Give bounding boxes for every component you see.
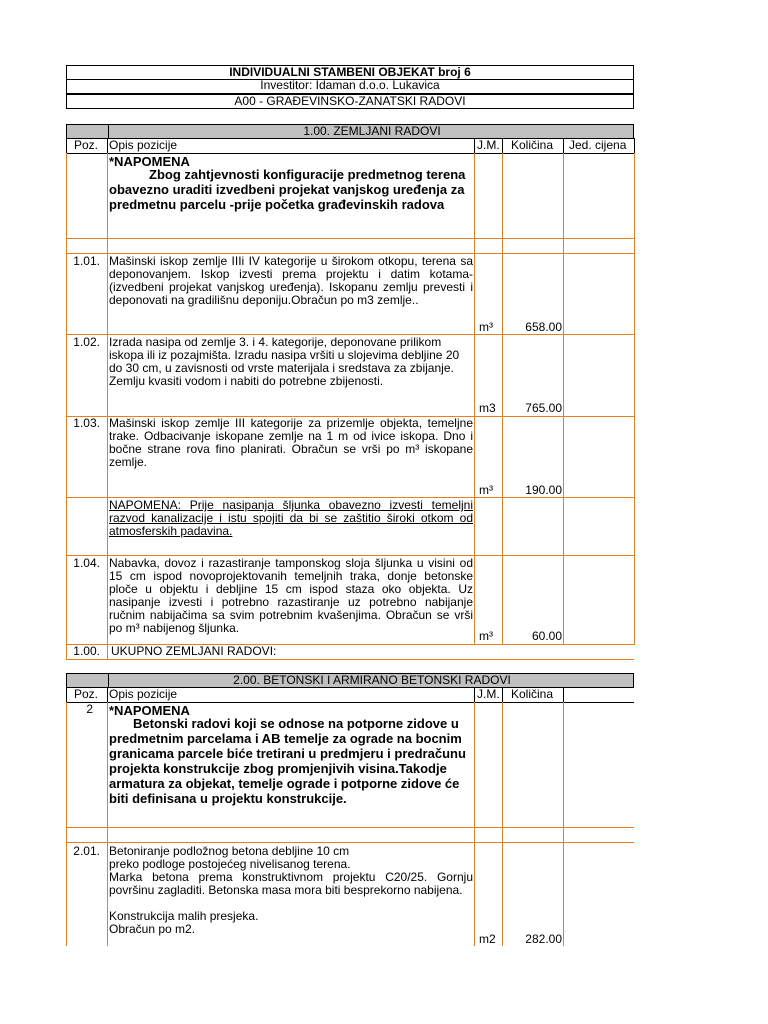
item-1-03-qty: 190.00 xyxy=(525,483,562,497)
section-2-note-pos: 2 xyxy=(86,702,93,716)
section-1-note-2: NAPOMENA: Prije nasipanja šljunka obavezno izvesti temeljni razvod kanalizacije i istu spojiti da bi se zaštitio široki otkom od atmosferskih padavina. xyxy=(109,498,473,538)
column-qty-header: Količina xyxy=(511,138,554,152)
section-1-title: 1.00. ZEMLJANI RADOVI xyxy=(303,124,441,138)
item-1-02-pos: 1.02. xyxy=(73,335,100,349)
column-desc-header: Opis pozicije xyxy=(109,138,178,152)
section-2-title: 2.00. BETONSKI I ARMIRANO BETONSKI RADOVI xyxy=(233,673,511,687)
item-1-04-unit: m³ xyxy=(479,629,493,643)
item-2-01-line-4: Konstrukcija malih presjeka. xyxy=(109,909,259,923)
column-pos-header: Poz. xyxy=(74,138,99,152)
section-1-total-label: UKUPNO ZEMLJANI RADOVI: xyxy=(111,644,277,658)
item-1-02-desc: Izrada nasipa od zemlje 3. i 4. kategorije, deponovane prilikom iskopa ili iz pozajmišta. Izradu nasipa vršiti u slojevima debljine 20 do 30 cm, u zavisnosti od vrste materijala i sredstava za zbijanje. Zemlju kvasiti vodom i nabiti do potrebne zbijenosti. xyxy=(109,335,460,388)
item-1-01-unit: m³ xyxy=(479,320,493,334)
item-1-01-pos: 1.01. xyxy=(73,254,100,268)
item-1-03-pos: 1.03. xyxy=(73,416,100,430)
item-1-02-qty: 765.00 xyxy=(525,401,562,415)
section-2-title-bar xyxy=(66,673,634,688)
item-2-01-pos: 2.01. xyxy=(73,844,100,858)
document-title: INDIVIDUALNI STAMBENI OBJEKAT broj 6 xyxy=(66,65,634,80)
item-2-01-qty: 282.00 xyxy=(525,932,562,946)
item-1-04-desc: Nabavka, dovoz i razastiranje tamponskog sloja šljunka u visini od 15 cm ispod novoprojektovanih temeljnih traka, donje betonske ploče u objektu i debljine 15 cm ispod staza oko objekta. Uz nasipanje izvesti i potrebno razastiranje uz potrebno nabijanje ručnim nabijačima sa svim potrebnim kvašenjima. Obračun se vrši po m³ nabijenog šljunka. xyxy=(109,556,473,635)
item-1-02-unit: m3 xyxy=(479,401,496,415)
section-2-unit-header: J.M. xyxy=(477,687,500,701)
section-1-title-bar xyxy=(66,124,634,139)
item-2-01-line-5: Obračun po m2. xyxy=(109,922,196,936)
section-2-note-title: *NAPOMENA xyxy=(109,703,190,718)
item-2-01-line-2: preko podloge postojećeg nivelisanog terena. xyxy=(109,857,351,871)
investor-line: Investitor: Idaman d.o.o. Lukavica xyxy=(66,79,634,94)
section-2-qty-header: Količina xyxy=(511,687,554,701)
item-1-03-desc: Mašinski iskop zemlje III kategorije za prizemlje objekta, temeljne trake. Odbacivanje iskopane zemlje na 1 m od ivice iskopa. Dno i bočne strane rova fino planirati. Obračun se vrši po m³ iskopane zemlje. xyxy=(109,416,473,469)
column-price-header: Jed. cijena xyxy=(569,138,627,152)
item-1-04-pos: 1.04. xyxy=(73,556,100,570)
section-1-note-text: Zbog zahtjevnosti konfiguracije predmetnog terena obavezno uraditi izvedbeni projekat vanjskog uređenja za predmetnu parcelu -prije početka građevinskih radova xyxy=(109,167,466,212)
section-1-pos-cell xyxy=(67,125,109,138)
section-2-pos-cell xyxy=(67,674,109,687)
section-1-total-pos: 1.00. xyxy=(73,644,100,658)
section-2-note-text: Betonski radovi koji se odnose na potporne zidove u predmetnim parcelama i AB temelje za ograde na bocnim granicama parcele biće tretirani u predmjeru i predračunu projekta konstrukcije zbog promjenjivih visina.Takodje armatura za objekat, temelje ograde i potporne zidove će biti definisana u projektu konstrukcije. xyxy=(109,716,466,806)
item-1-01-qty: 658.00 xyxy=(525,320,562,334)
section-1-note-title: *NAPOMENA xyxy=(109,154,190,169)
item-1-04-qty: 60.00 xyxy=(531,629,562,643)
item-1-03-unit: m³ xyxy=(479,483,493,497)
section-2-pos-header: Poz. xyxy=(74,687,99,701)
section-group-title: A00 - GRAĐEVINSKO-ZANATSKI RADOVI xyxy=(66,94,634,109)
item-2-01-unit: m2 xyxy=(479,932,496,946)
item-1-01-desc: Mašinski iskop zemlje IIIi IV kategorije u širokom otkopu, terena sa deponovanjem. Iskop izvesti prema projektu i datim kotama-(izvedbeni projekat vanjskog uređenja). Iskopanu zemlju prevesti i deponovati na gradilišnu deponiju.Obračun po m3 zemlje.. xyxy=(109,254,473,307)
item-2-01-line-1: Betoniranje podložnog betona debljine 10 cm xyxy=(109,844,350,858)
column-unit-header: J.M. xyxy=(477,138,500,152)
section-2-desc-header: Opis pozicije xyxy=(109,687,178,701)
item-2-01-line-3: Marka betona prema konstruktivnom projektu C20/25. Gornju površinu zagladiti. Betonska masa mora biti besprekorno nabijena. xyxy=(109,870,473,897)
